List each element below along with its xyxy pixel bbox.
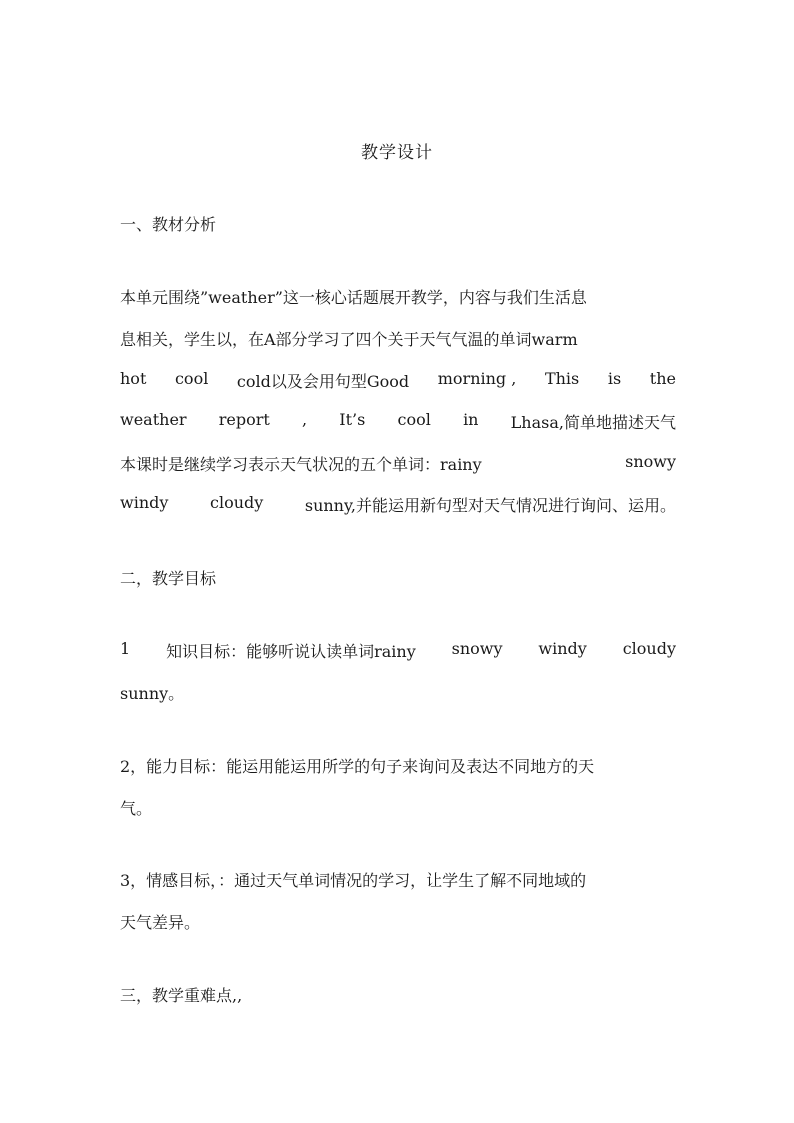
- goal-ability-line-2: 气。: [120, 799, 153, 818]
- text-run: 本单元围绕”weather”这一核心话题展开教学，内容与我们生活息: [120, 288, 587, 307]
- text-run: in: [463, 410, 479, 429]
- text-run: report: [218, 410, 270, 429]
- text-run: 知识目标：能够听说认读单词rainy: [166, 642, 416, 661]
- text-run: cloudy: [209, 493, 264, 512]
- paragraph-line: [120, 327, 676, 350]
- text-run: 1: [120, 639, 131, 658]
- section-heading-goals: 二，教学目标: [120, 569, 217, 588]
- text-run: the: [649, 369, 676, 388]
- paragraph-line: [120, 452, 676, 475]
- text-run: 2，能力目标：能运用能运用所学的句子来询问及表达不同地方的天: [120, 757, 595, 776]
- text-run: is: [607, 369, 622, 388]
- text-run: cloudy: [622, 639, 676, 658]
- text-run: snowy: [451, 639, 503, 658]
- paragraph-line: [120, 285, 676, 308]
- text-run: 3，情感目标，：通过天气单词情况的学习，让学生了解不同地域的: [120, 871, 587, 890]
- text-run: sunny,并能运用新句型对天气情况进行询问、运用。: [304, 496, 676, 515]
- text-run: weather: [120, 410, 187, 429]
- goal-knowledge-line-2: sunny。: [120, 684, 185, 703]
- text-run: Lhasa,简单地描述天气: [510, 413, 676, 432]
- text-run: It’s: [339, 410, 366, 429]
- section-heading-key-points: 三，教学重难点,,: [120, 986, 243, 1005]
- text-run: windy: [120, 493, 169, 512]
- paragraph-line: [120, 493, 676, 516]
- page-title: 教学设计: [361, 143, 433, 163]
- paragraph-line: [120, 410, 676, 433]
- text-run: cold以及会用句型Good: [236, 372, 410, 391]
- text-run: 息相关，学生以，在A部分学习了四个关于天气气温的单词warm: [120, 330, 578, 349]
- text-run: cool: [174, 369, 209, 388]
- text-run: ,: [302, 410, 308, 429]
- goal-ability-line: [120, 754, 676, 777]
- text-run: This: [544, 369, 580, 388]
- goal-knowledge-line: [120, 639, 676, 662]
- text-run: hot: [120, 369, 147, 388]
- goal-emotion-line-2: 天气差异。: [120, 913, 201, 932]
- text-run: 本课时是继续学习表示天气状况的五个单词：rainy: [120, 455, 482, 474]
- text-run: morning ,: [437, 369, 517, 388]
- section-heading-analysis: 一、教材分析: [120, 215, 217, 234]
- text-run: windy: [538, 639, 587, 658]
- text-run: snowy: [625, 452, 676, 471]
- text-run: cool: [397, 410, 431, 429]
- paragraph-line: [120, 369, 676, 392]
- goal-emotion-line: [120, 868, 676, 891]
